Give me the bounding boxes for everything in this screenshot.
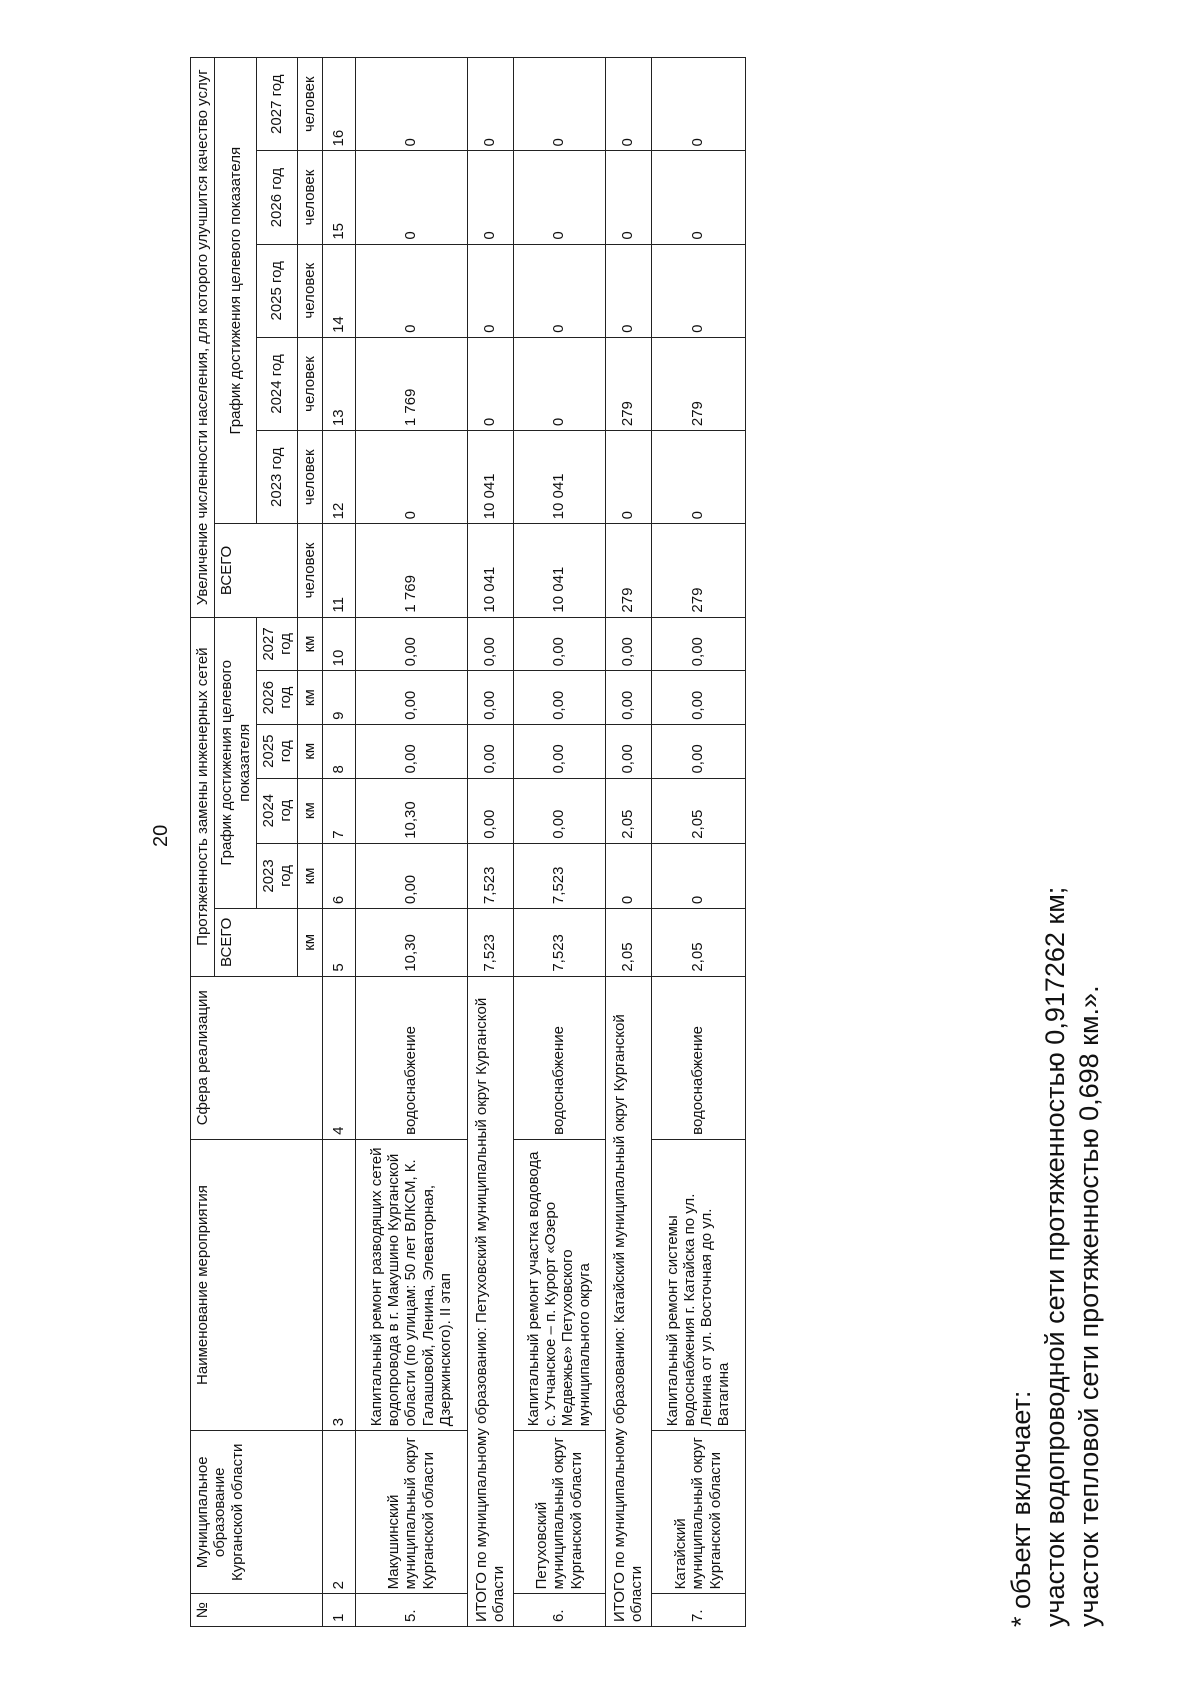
- people-2024: 1 769: [355, 337, 467, 430]
- people-2027: 0: [467, 58, 513, 151]
- people-2027: 0: [513, 58, 605, 151]
- header-no: №: [191, 1594, 323, 1627]
- row-number: 7.: [651, 1594, 745, 1627]
- total-label: ИТОГО по муниципальному образованию: Петуховский муниципальный округ Курганской области: [467, 976, 513, 1626]
- header-year: 2026 год: [256, 151, 298, 244]
- row-event-name: Капитальный ремонт участка водовода с. Утчанское – п. Курорт «Озеро Медвежье» Петуховского муниципального округа: [513, 1139, 605, 1430]
- column-number: 8: [322, 724, 355, 778]
- people-total: 10 041: [513, 524, 605, 617]
- unit-km: км: [298, 724, 322, 778]
- km-2026: 0,00: [605, 671, 651, 725]
- km-total: 7,523: [467, 909, 513, 977]
- people-2026: 0: [605, 151, 651, 244]
- people-2026: 0: [355, 151, 467, 244]
- header-year: 2023 год: [256, 843, 298, 908]
- header-year: 2025 год: [256, 724, 298, 778]
- unit-km: км: [298, 617, 322, 671]
- column-number: 13: [322, 337, 355, 430]
- km-2024: 10,30: [355, 778, 467, 843]
- people-total: 10 041: [467, 524, 513, 617]
- header-row-1: [191, 58, 215, 1627]
- km-2024: 2,05: [651, 778, 745, 843]
- people-2023: 0: [651, 431, 745, 524]
- column-number-row: [322, 58, 355, 1627]
- unit-people: человек: [298, 58, 322, 151]
- column-number: 1: [322, 1594, 355, 1627]
- unit-km: км: [298, 778, 322, 843]
- people-2027: 0: [605, 58, 651, 151]
- footnote: [1005, 127, 1106, 1627]
- km-2026: 0,00: [467, 671, 513, 725]
- column-number: 3: [322, 1139, 355, 1430]
- people-2024: 279: [605, 337, 651, 430]
- column-number: 6: [322, 843, 355, 908]
- table-row: [355, 58, 467, 1627]
- people-2026: 0: [467, 151, 513, 244]
- column-number: 11: [322, 524, 355, 617]
- column-number: 15: [322, 151, 355, 244]
- row-municipality: Петуховский муниципальный округ Курганской области: [513, 1431, 605, 1594]
- header-people-schedule: График достижения целевого показателя: [215, 58, 257, 524]
- km-2023: 7,523: [467, 843, 513, 908]
- column-number: 10: [322, 617, 355, 671]
- km-total: 10,30: [355, 909, 467, 977]
- people-2027: 0: [355, 58, 467, 151]
- total-row: [605, 58, 651, 1627]
- km-2026: 0,00: [651, 671, 745, 725]
- column-number: 12: [322, 431, 355, 524]
- column-number: 7: [322, 778, 355, 843]
- km-total: 7,523: [513, 909, 605, 977]
- page-number: 20: [150, 824, 172, 847]
- km-2024: 0,00: [467, 778, 513, 843]
- people-2023: 0: [355, 431, 467, 524]
- header-year: 2024 год: [256, 778, 298, 843]
- column-number: 4: [322, 976, 355, 1139]
- people-2025: 0: [605, 244, 651, 337]
- km-2027: 0,00: [605, 617, 651, 671]
- column-number: 9: [322, 671, 355, 725]
- unit-people: человек: [298, 431, 322, 524]
- unit-km: км: [298, 671, 322, 725]
- unit-people: человек: [298, 337, 322, 430]
- total-label: ИТОГО по муниципальному образованию: Катайский муниципальный округ Курганской области: [605, 976, 651, 1626]
- km-2027: 0,00: [467, 617, 513, 671]
- km-2023: 0,00: [355, 843, 467, 908]
- row-number: 5.: [355, 1594, 467, 1627]
- header-sphere: Сфера реализации: [191, 976, 323, 1139]
- row-municipality: Макушинский муниципальный округ Курганской области: [355, 1431, 467, 1594]
- header-year: 2027 год: [256, 617, 298, 671]
- header-year: 2024 год: [256, 337, 298, 430]
- km-2023: 0: [651, 843, 745, 908]
- people-2023: 10 041: [467, 431, 513, 524]
- header-municipality: Муниципальное образование Курганской области: [191, 1431, 323, 1594]
- people-2026: 0: [651, 151, 745, 244]
- people-2024: 0: [513, 337, 605, 430]
- column-number: 16: [322, 58, 355, 151]
- people-total: 279: [651, 524, 745, 617]
- km-total: 2,05: [651, 909, 745, 977]
- row-sphere: водоснабжение: [355, 976, 467, 1139]
- km-2025: 0,00: [355, 724, 467, 778]
- people-total: 279: [605, 524, 651, 617]
- people-total: 1 769: [355, 524, 467, 617]
- header-event-name: Наименование мероприятия: [191, 1139, 323, 1430]
- header-year: 2027 год: [256, 58, 298, 151]
- people-2025: 0: [651, 244, 745, 337]
- header-length-schedule: График достижения целевого показателя: [215, 617, 257, 908]
- km-2026: 0,00: [513, 671, 605, 725]
- km-2025: 0,00: [605, 724, 651, 778]
- people-2026: 0: [513, 151, 605, 244]
- km-2024: 2,05: [605, 778, 651, 843]
- table-row: [513, 58, 605, 1627]
- header-year: 2025 год: [256, 244, 298, 337]
- km-2026: 0,00: [355, 671, 467, 725]
- column-number: 5: [322, 909, 355, 977]
- unit-km: км: [298, 909, 322, 977]
- km-2025: 0,00: [651, 724, 745, 778]
- footnote-line: участок тепловой сети протяженностью 0,698 км.».: [1073, 985, 1104, 1627]
- km-2023: 0: [605, 843, 651, 908]
- target-indicators-table: [190, 57, 746, 1627]
- unit-people: человек: [298, 244, 322, 337]
- people-2024: 279: [651, 337, 745, 430]
- row-municipality: Катайский муниципальный округ Курганской области: [651, 1431, 745, 1594]
- people-2025: 0: [467, 244, 513, 337]
- unit-people: человек: [298, 151, 322, 244]
- row-sphere: водоснабжение: [513, 976, 605, 1139]
- row-sphere: водоснабжение: [651, 976, 745, 1139]
- header-length-group: Протяженность замены инженерных сетей: [191, 617, 215, 976]
- header-year: 2026 год: [256, 671, 298, 725]
- footnote-line: * объект включает:: [1006, 1390, 1036, 1627]
- km-2027: 0,00: [513, 617, 605, 671]
- km-2023: 7,523: [513, 843, 605, 908]
- row-event-name: Капитальный ремонт разводящих сетей водопровода в г. Макушино Курганской области (по улицам: 50 лет ВЛКСМ, К. Галашовой, Ленина, Элеваторная, Дзержинского). II этап: [355, 1139, 467, 1430]
- km-total: 2,05: [605, 909, 651, 977]
- people-2025: 0: [355, 244, 467, 337]
- header-length-total: ВСЕГО: [215, 909, 298, 977]
- row-number: 6.: [513, 1594, 605, 1627]
- people-2024: 0: [467, 337, 513, 430]
- km-2027: 0,00: [651, 617, 745, 671]
- header-year: 2023 год: [256, 431, 298, 524]
- footnote-line: участок водопроводной сети протяженностью 0,917262 км;: [1039, 886, 1070, 1627]
- header-people-total: ВСЕГО: [215, 524, 298, 617]
- column-number: 14: [322, 244, 355, 337]
- people-2023: 10 041: [513, 431, 605, 524]
- header-population-group: Увеличение численности населения, для которого улучшится качество услуг: [191, 58, 215, 618]
- people-2027: 0: [651, 58, 745, 151]
- people-2025: 0: [513, 244, 605, 337]
- unit-people: человек: [298, 524, 322, 617]
- total-row: [467, 58, 513, 1627]
- table-row: [651, 58, 745, 1627]
- km-2025: 0,00: [513, 724, 605, 778]
- km-2025: 0,00: [467, 724, 513, 778]
- row-event-name: Капитальный ремонт системы водоснабжения г. Катайска по ул. Ленина от ул. Восточная до ул. Ватагина: [651, 1139, 745, 1430]
- km-2027: 0,00: [355, 617, 467, 671]
- people-2023: 0: [605, 431, 651, 524]
- unit-km: км: [298, 843, 322, 908]
- km-2024: 0,00: [513, 778, 605, 843]
- column-number: 2: [322, 1431, 355, 1594]
